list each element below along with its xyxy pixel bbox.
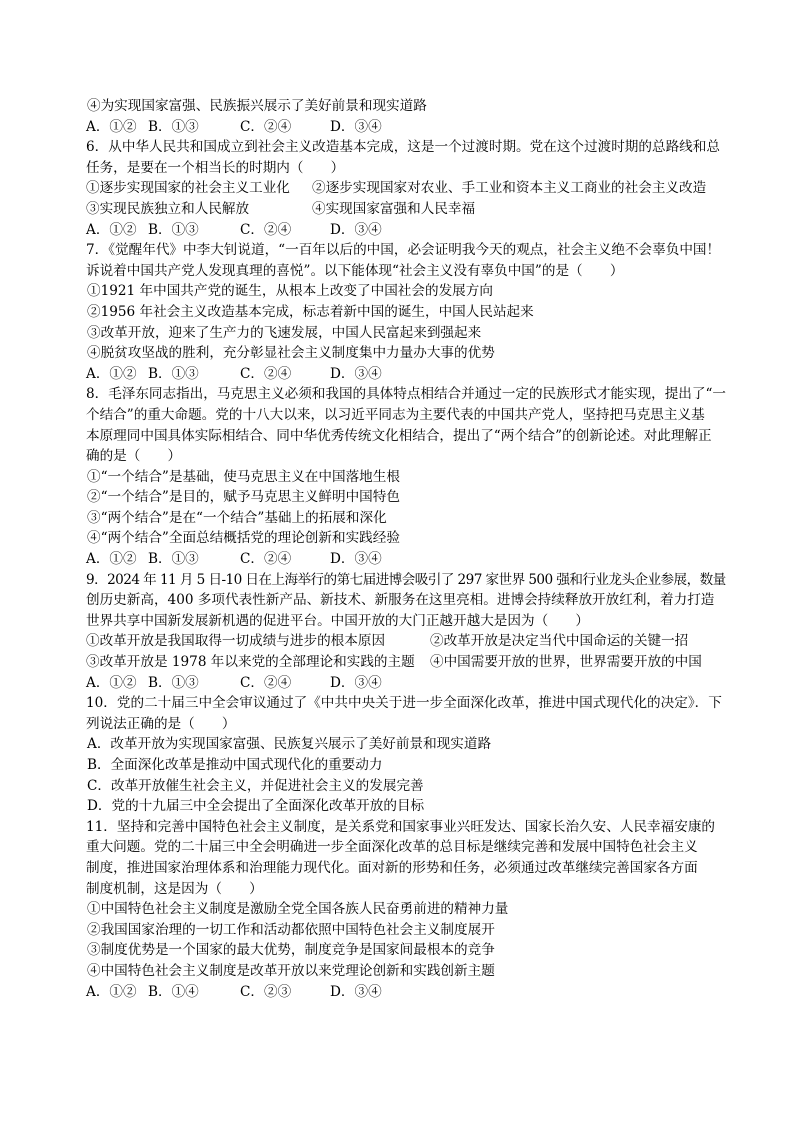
q11-choices [86, 982, 726, 1003]
q7-statement-3: ③改革开放，迎来了生产力的飞速发展，中国人民富起来到强起来 [87, 324, 482, 341]
q11-choice-d: D．③④ [330, 983, 382, 1000]
q11-statement-1: ①中国特色社会主义制度是激励全党全国各族人民奋勇前进的精神力量 [87, 901, 509, 918]
q5-choice-b: B．①③ [148, 118, 199, 135]
q10-stem-line1: 10．党的二十届三中全会审议通过了《中共中央关于进一步全面深化改革，推进中国式现代化的决定》．下 [86, 695, 722, 712]
q6-stem-line2: 任务，是要在一个相当长的时期内（ ） [86, 159, 345, 176]
q7-statement-4: ④脱贫攻坚战的胜利，充分彰显社会主义制度集中力量办大事的优势 [87, 345, 495, 362]
q10-option-c: C．改革开放催生社会主义，并促进社会主义的发展完善 [87, 777, 424, 794]
q8-statement-2: ②“一个结合”是目的，赋予马克思主义鲜明中国特色 [87, 489, 400, 506]
q8-choice-d: D．③④ [330, 551, 382, 568]
q11-stem-line3: 制度，推进国家治理体系和治理能力现代化。面对新的形势和任务，必须通过改革继续完善国家各方面 [86, 859, 698, 876]
q8-choices [86, 549, 726, 570]
q10-option-a: A．改革开放为实现国家富强、民族复兴展示了美好前景和现实道路 [87, 736, 492, 753]
q9-statement-3: ③改革开放是 1978 年以来党的全部理论和实践的主题 [86, 654, 415, 671]
q11-stem-line2: 重大问题。党的二十届三中全会明确进一步全面深化改革的总目标是继续完善和发展中国特色社会主义 [86, 839, 698, 856]
q7-choice-c: C．②④ [240, 365, 292, 382]
q11-statement-3: ③制度优势是一个国家的最大优势，制度竞争是国家间最根本的竞争 [87, 942, 495, 959]
q6-statement-2: ②逐步实现国家对农业、手工业和资本主义工商业的社会主义改造 [312, 180, 707, 197]
q10-stem-line2: 列说法正确的是（ ） [86, 715, 236, 732]
q9-statements-row1 [86, 631, 726, 652]
q10-option-d: D．党的十九届三中全会提出了全面深化改革开放的目标 [87, 798, 425, 815]
q8-stem-line3: 本原理同中国具体实际相结合、同中华优秀传统文化相结合，提出了“两个结合”的创新论述。对此理解正 [86, 427, 712, 444]
q7-statement-1: ①1921 年中国共产党的诞生，从根本上改变了中国社会的发展方向 [87, 283, 493, 300]
q6-choice-a: A．①② [86, 221, 137, 238]
q7-choice-a: A．①② [86, 365, 137, 382]
q9-stem-line2: 创历史新高，400 多项代表性新产品、新技术、新服务在这里亮相。进博会持续释放开放红利，着力打造 [86, 592, 715, 609]
q10-option-b: B．全面深化改革是推动中国式现代化的重要动力 [87, 757, 383, 773]
q5-choice-c: C．②④ [240, 118, 292, 135]
q9-choice-a: A．①② [86, 674, 137, 691]
exam-page [86, 96, 726, 1002]
q6-statement-3: ③实现民族独立和人民解放 [86, 200, 250, 217]
q9-choice-c: C．②④ [240, 674, 292, 691]
q5-statement-4: ④为实现国家富强、民族振兴展示了美好前景和现实道路 [87, 98, 427, 114]
q8-choice-a: A．①② [86, 551, 137, 568]
q11-stem-line4: 制度机制，这是因为（ ） [86, 880, 263, 897]
q6-choice-d: D．③④ [330, 221, 382, 238]
q9-choice-d: D．③④ [330, 674, 382, 691]
q9-stem-line3: 世界共享中国新发展新机遇的促进平台。中国开放的大门正越开越大是因为（ ） [86, 612, 589, 629]
q9-statements-row2 [86, 652, 726, 673]
q11-choice-b: B．①④ [148, 983, 199, 1000]
q7-stem-line2: 诉说着中国共产党人发现真理的喜悦”。以下能体现“社会主义没有辜负中国”的是（ ） [86, 262, 624, 279]
q11-stem-line1: 11．坚持和完善中国特色社会主义制度，是关系党和国家事业兴旺发达、国家长治久安、人民幸福安康的 [86, 818, 716, 835]
q8-choice-c: C．②④ [240, 551, 292, 568]
q6-statement-4: ④实现国家富强和人民幸福 [312, 200, 476, 217]
q6-statement-1: ①逐步实现国家的社会主义工业化 [86, 180, 290, 197]
q8-statement-1: ①“一个结合”是基础，使马克思主义在中国落地生根 [87, 468, 400, 485]
q6-choices [86, 220, 726, 241]
q7-choice-b: B．①③ [148, 365, 199, 382]
q8-stem-line1: 8．毛泽东同志指出，马克思主义必须和我国的具体特点相结合并通过一定的民族形式才能实现，提出了“一 [86, 386, 726, 403]
q7-choice-d: D．③④ [330, 365, 382, 382]
q7-choices [86, 364, 726, 385]
q9-statement-1: ①改革开放是我国取得一切成绩与进步的根本原因 [86, 633, 386, 650]
q7-statement-2: ②1956 年社会主义改造基本完成，标志着新中国的诞生，中国人民站起来 [87, 303, 534, 320]
q9-choice-b: B．①③ [148, 674, 199, 691]
q8-stem-line2: 个结合”的重大命题。党的十八大以来，以习近平同志为主要代表的中国共产党人，坚持把马克思主义基 [86, 406, 705, 423]
q5-choice-a: A．①② [86, 118, 137, 135]
q9-statement-4: ④中国需要开放的世界，世界需要开放的中国 [430, 654, 702, 671]
q8-choice-b: B．①③ [148, 551, 199, 568]
q5-choice-d: D．③④ [330, 118, 382, 135]
q11-statement-4: ④中国特色社会主义制度是改革开放以来党理论创新和实践创新主题 [87, 962, 495, 979]
q9-choices [86, 673, 726, 694]
q11-choice-a: A．①② [86, 983, 137, 1000]
q8-statement-4: ④“两个结合”全面总结概括党的理论创新和实践经验 [87, 530, 400, 547]
q8-statement-3: ③“两个结合”是在“一个结合”基础上的拓展和深化 [87, 509, 387, 526]
q6-stem-line1: 6．从中华人民共和国成立到社会主义改造基本完成，这是一个过渡时期。党在这个过渡时期的总路线和总 [86, 139, 720, 156]
q9-stem-line1: 9．2024 年 11 月 5 日-10 日在上海举行的第七届进博会吸引了 297 家世界 500 强和行业龙头企业参展，数量 [86, 571, 726, 588]
q11-choice-c: C．②③ [240, 983, 292, 1000]
q6-statements-row2 [86, 199, 726, 220]
q6-choice-b: B．①③ [148, 221, 199, 238]
q7-stem-line1: 7．《觉醒年代》中李大钊说道，“一百年以后的中国，必会证明我今天的观点，社会主义绝不会辜负中国！ [86, 242, 721, 259]
q5-choices [86, 117, 726, 138]
q9-statement-2: ②改革开放是决定当代中国命运的关键一招 [430, 633, 689, 650]
q6-choice-c: C．②④ [240, 221, 292, 238]
q8-stem-line4: 确的是（ ） [86, 448, 182, 465]
q11-statement-2: ②我国国家治理的一切工作和活动都依照中国特色社会主义制度展开 [87, 921, 495, 938]
q6-statements-row1 [86, 178, 726, 199]
